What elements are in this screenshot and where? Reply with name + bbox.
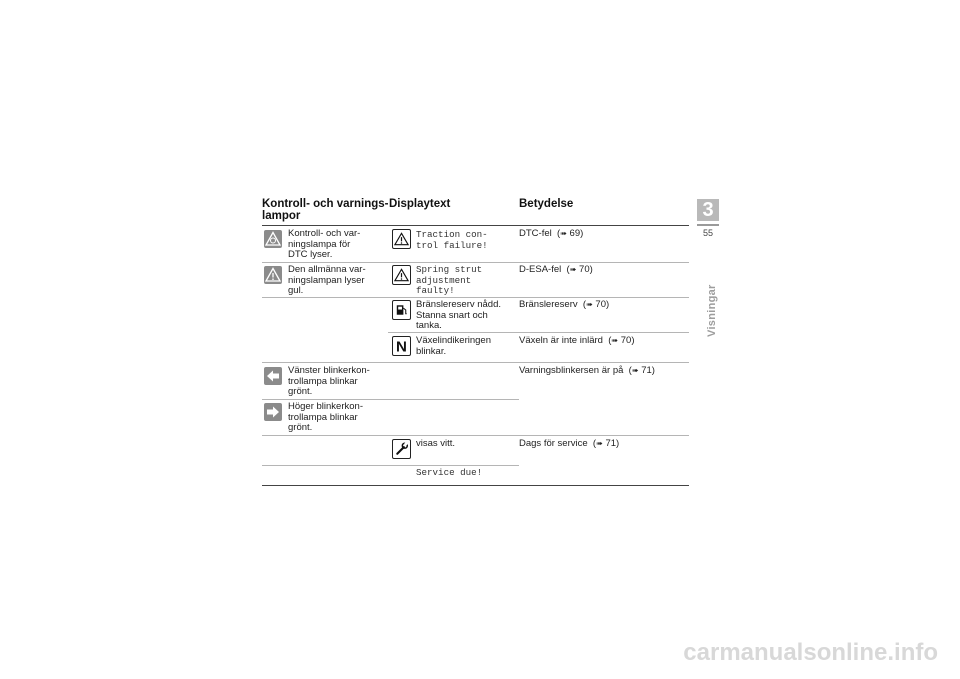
- left-arrow-icon: [264, 367, 282, 385]
- row-divider: [388, 332, 689, 333]
- wrench-icon: [392, 439, 411, 459]
- header-rule: [262, 225, 689, 226]
- chapter-side-label: Visningar: [706, 284, 718, 337]
- row-divider: [262, 435, 689, 436]
- lamp-text: Vänster blinkerkon- trollampa blinkar grönt.: [288, 365, 370, 397]
- chapter-number: 3: [697, 199, 719, 221]
- meaning-text: Bränslereserv (➠ 70): [519, 299, 610, 310]
- reference-arrow-icon: ➠: [569, 265, 577, 274]
- meaning-text: Varningsblinkersen är på (➠ 71): [519, 365, 655, 376]
- row-divider: [262, 262, 689, 263]
- fuel-pump-icon: [392, 300, 411, 320]
- header-meaning: Betydelse: [519, 198, 574, 210]
- reference-arrow-icon: ➠: [586, 300, 593, 309]
- table-bottom-rule: [262, 485, 689, 486]
- meaning-text: D-ESA-fel (➠ 70): [519, 264, 593, 275]
- display-text: Spring strut adjustment faulty!: [416, 264, 483, 296]
- header-lamps: Kontroll- och varnings- lampor: [262, 198, 389, 222]
- page-number: 55: [702, 228, 713, 238]
- gear-n-icon: [392, 336, 411, 356]
- row-divider: [262, 362, 689, 363]
- meaning-text: Dags för service (➠ 71): [519, 438, 620, 449]
- lamp-text: Kontroll- och var- ningslampa för DTC lyser.: [288, 228, 361, 260]
- lamp-text: Höger blinkerkon- trollampa blinkar grönt.: [288, 401, 363, 433]
- row-divider: [262, 399, 519, 400]
- warning-triangle-icon: [264, 266, 282, 284]
- display-text: visas vitt.: [416, 438, 456, 449]
- display-text: Service due!: [416, 467, 483, 478]
- warning-triangle-icon: [392, 229, 411, 249]
- header-display-text: Displaytext: [389, 198, 451, 210]
- reference-arrow-icon: ➠: [631, 366, 639, 375]
- reference-arrow-icon: ➠: [611, 336, 619, 345]
- reference-arrow-icon: ➠: [560, 229, 567, 238]
- right-arrow-icon: [264, 403, 282, 421]
- lamp-text: Den allmänna var- ningslampan lyser gul.: [288, 264, 366, 296]
- display-text: Växelindikeringen blinkar.: [416, 335, 491, 357]
- warning-triangle-icon: [264, 230, 282, 248]
- watermark: carmanualsonline.info: [683, 639, 938, 666]
- display-text: Bränslereserv nådd. Stanna snart och tanka.: [416, 299, 502, 331]
- gear-letter: N: [396, 338, 407, 355]
- row-divider: [262, 297, 689, 298]
- row-divider: [262, 465, 519, 466]
- reference-arrow-icon: ➠: [596, 439, 603, 448]
- chapter-tab-bar: [697, 224, 719, 226]
- meaning-text: DTC-fel (➠ 69): [519, 228, 584, 239]
- warning-triangle-icon: [392, 265, 411, 285]
- display-text: Traction con- trol failure!: [416, 229, 488, 251]
- meaning-text: Växeln är inte inlärd (➠ 70): [519, 335, 635, 346]
